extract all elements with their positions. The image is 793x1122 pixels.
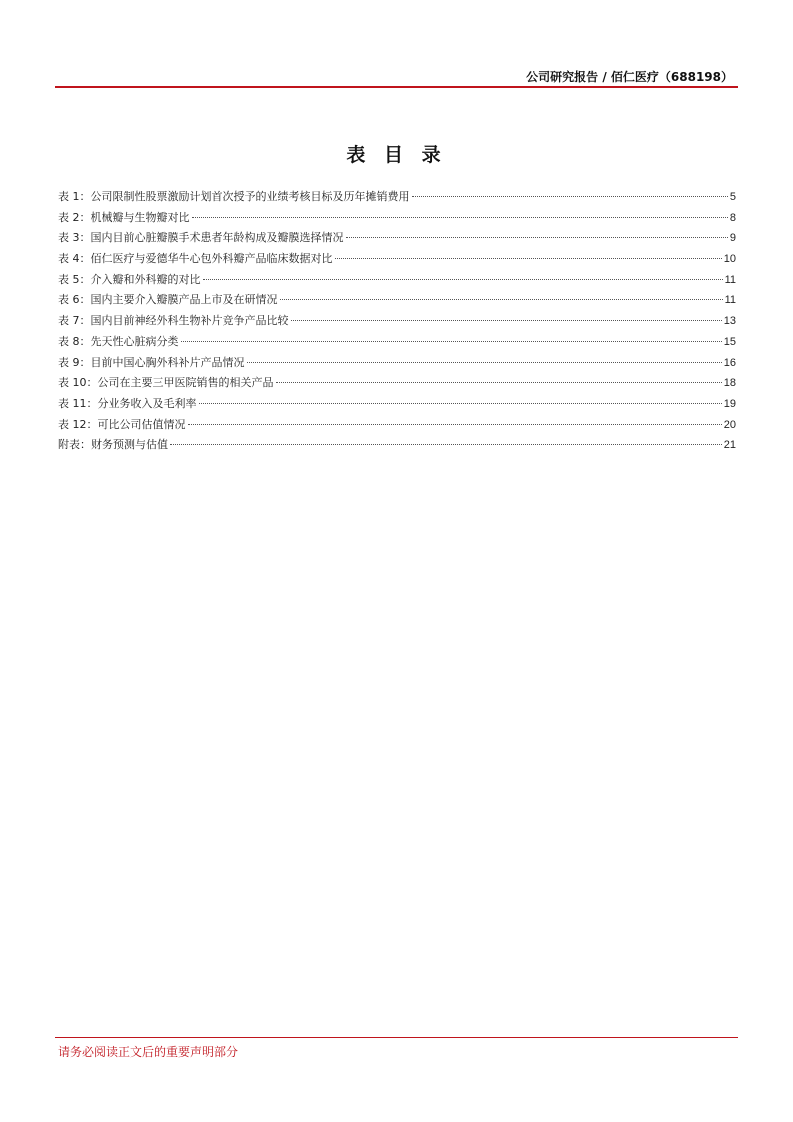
toc-entry[interactable] xyxy=(58,270,736,291)
toc-entry-page: 18 xyxy=(723,377,736,390)
dot-leader xyxy=(188,424,722,425)
toc-entry[interactable] xyxy=(58,249,736,270)
toc-entry[interactable] xyxy=(58,415,736,436)
dot-leader xyxy=(247,362,722,363)
toc-entry-page: 9 xyxy=(729,232,736,245)
toc-list xyxy=(58,187,736,456)
toc-entry-label: 表 4：佰仁医疗与爱德华牛心包外科瓣产品临床数据对比 xyxy=(58,252,333,266)
toc-entry-label: 表 9：目前中国心胸外科补片产品情况 xyxy=(58,355,245,369)
dot-leader xyxy=(291,320,722,321)
toc-entry-page: 10 xyxy=(723,253,736,266)
disclaimer-note: 请务必阅读正文后的重要声明部分 xyxy=(58,1045,239,1059)
toc-entry[interactable] xyxy=(58,435,736,456)
header-divider xyxy=(55,86,738,88)
dot-leader xyxy=(335,258,722,259)
toc-entry-page: 11 xyxy=(724,273,736,286)
dot-leader xyxy=(192,217,728,218)
toc-entry-label: 表 8：先天性心脏病分类 xyxy=(58,334,179,348)
toc-entry-label: 表 6：国内主要介入瓣膜产品上市及在研情况 xyxy=(58,293,278,307)
toc-entry-page: 8 xyxy=(729,211,736,224)
report-header-title: 公司研究报告 / 佰仁医疗（688198） xyxy=(526,70,733,84)
toc-entry-page: 15 xyxy=(723,335,736,348)
dot-leader xyxy=(276,382,722,383)
dot-leader xyxy=(170,444,722,445)
toc-entry-label: 表 2：机械瓣与生物瓣对比 xyxy=(58,210,190,224)
table-of-contents-title: 表 目 录 xyxy=(346,144,447,166)
toc-entry-label: 表 12：可比公司估值情况 xyxy=(58,417,186,431)
toc-entry-label: 附表：财务预测与估值 xyxy=(58,438,168,452)
toc-entry[interactable] xyxy=(58,373,736,394)
toc-entry-label: 表 11：分业务收入及毛利率 xyxy=(58,396,197,410)
toc-entry-page: 19 xyxy=(723,397,736,410)
toc-entry[interactable] xyxy=(58,208,736,229)
dot-leader xyxy=(203,279,723,280)
toc-entry-page: 20 xyxy=(723,418,736,431)
toc-entry[interactable] xyxy=(58,394,736,415)
dot-leader xyxy=(346,237,728,238)
toc-entry-label: 表 1：公司限制性股票激励计划首次授予的业绩考核目标及历年摊销费用 xyxy=(58,190,410,203)
footer-divider xyxy=(55,1037,738,1038)
toc-entry[interactable] xyxy=(58,228,736,249)
toc-entry[interactable] xyxy=(58,332,736,353)
toc-entry-page: 21 xyxy=(723,439,736,452)
toc-entry-page: 11 xyxy=(724,294,736,307)
toc-entry[interactable] xyxy=(58,290,736,311)
toc-entry-page: 16 xyxy=(723,356,736,369)
toc-entry-page: 5 xyxy=(729,191,736,203)
dot-leader xyxy=(199,403,722,404)
toc-entry[interactable] xyxy=(58,311,736,332)
toc-entry-label: 表 3：国内目前心脏瓣膜手术患者年龄构成及瓣膜选择情况 xyxy=(58,231,344,245)
dot-leader xyxy=(280,299,723,300)
toc-entry-page: 13 xyxy=(723,315,736,328)
toc-entry-label: 表 10：公司在主要三甲医院销售的相关产品 xyxy=(58,376,274,390)
toc-entry[interactable] xyxy=(58,187,736,208)
toc-entry[interactable] xyxy=(58,353,736,374)
toc-entry-label: 表 5：介入瓣和外科瓣的对比 xyxy=(58,272,201,286)
toc-entry-label: 表 7：国内目前神经外科生物补片竞争产品比较 xyxy=(58,314,289,328)
dot-leader xyxy=(181,341,722,342)
dot-leader xyxy=(412,196,728,197)
